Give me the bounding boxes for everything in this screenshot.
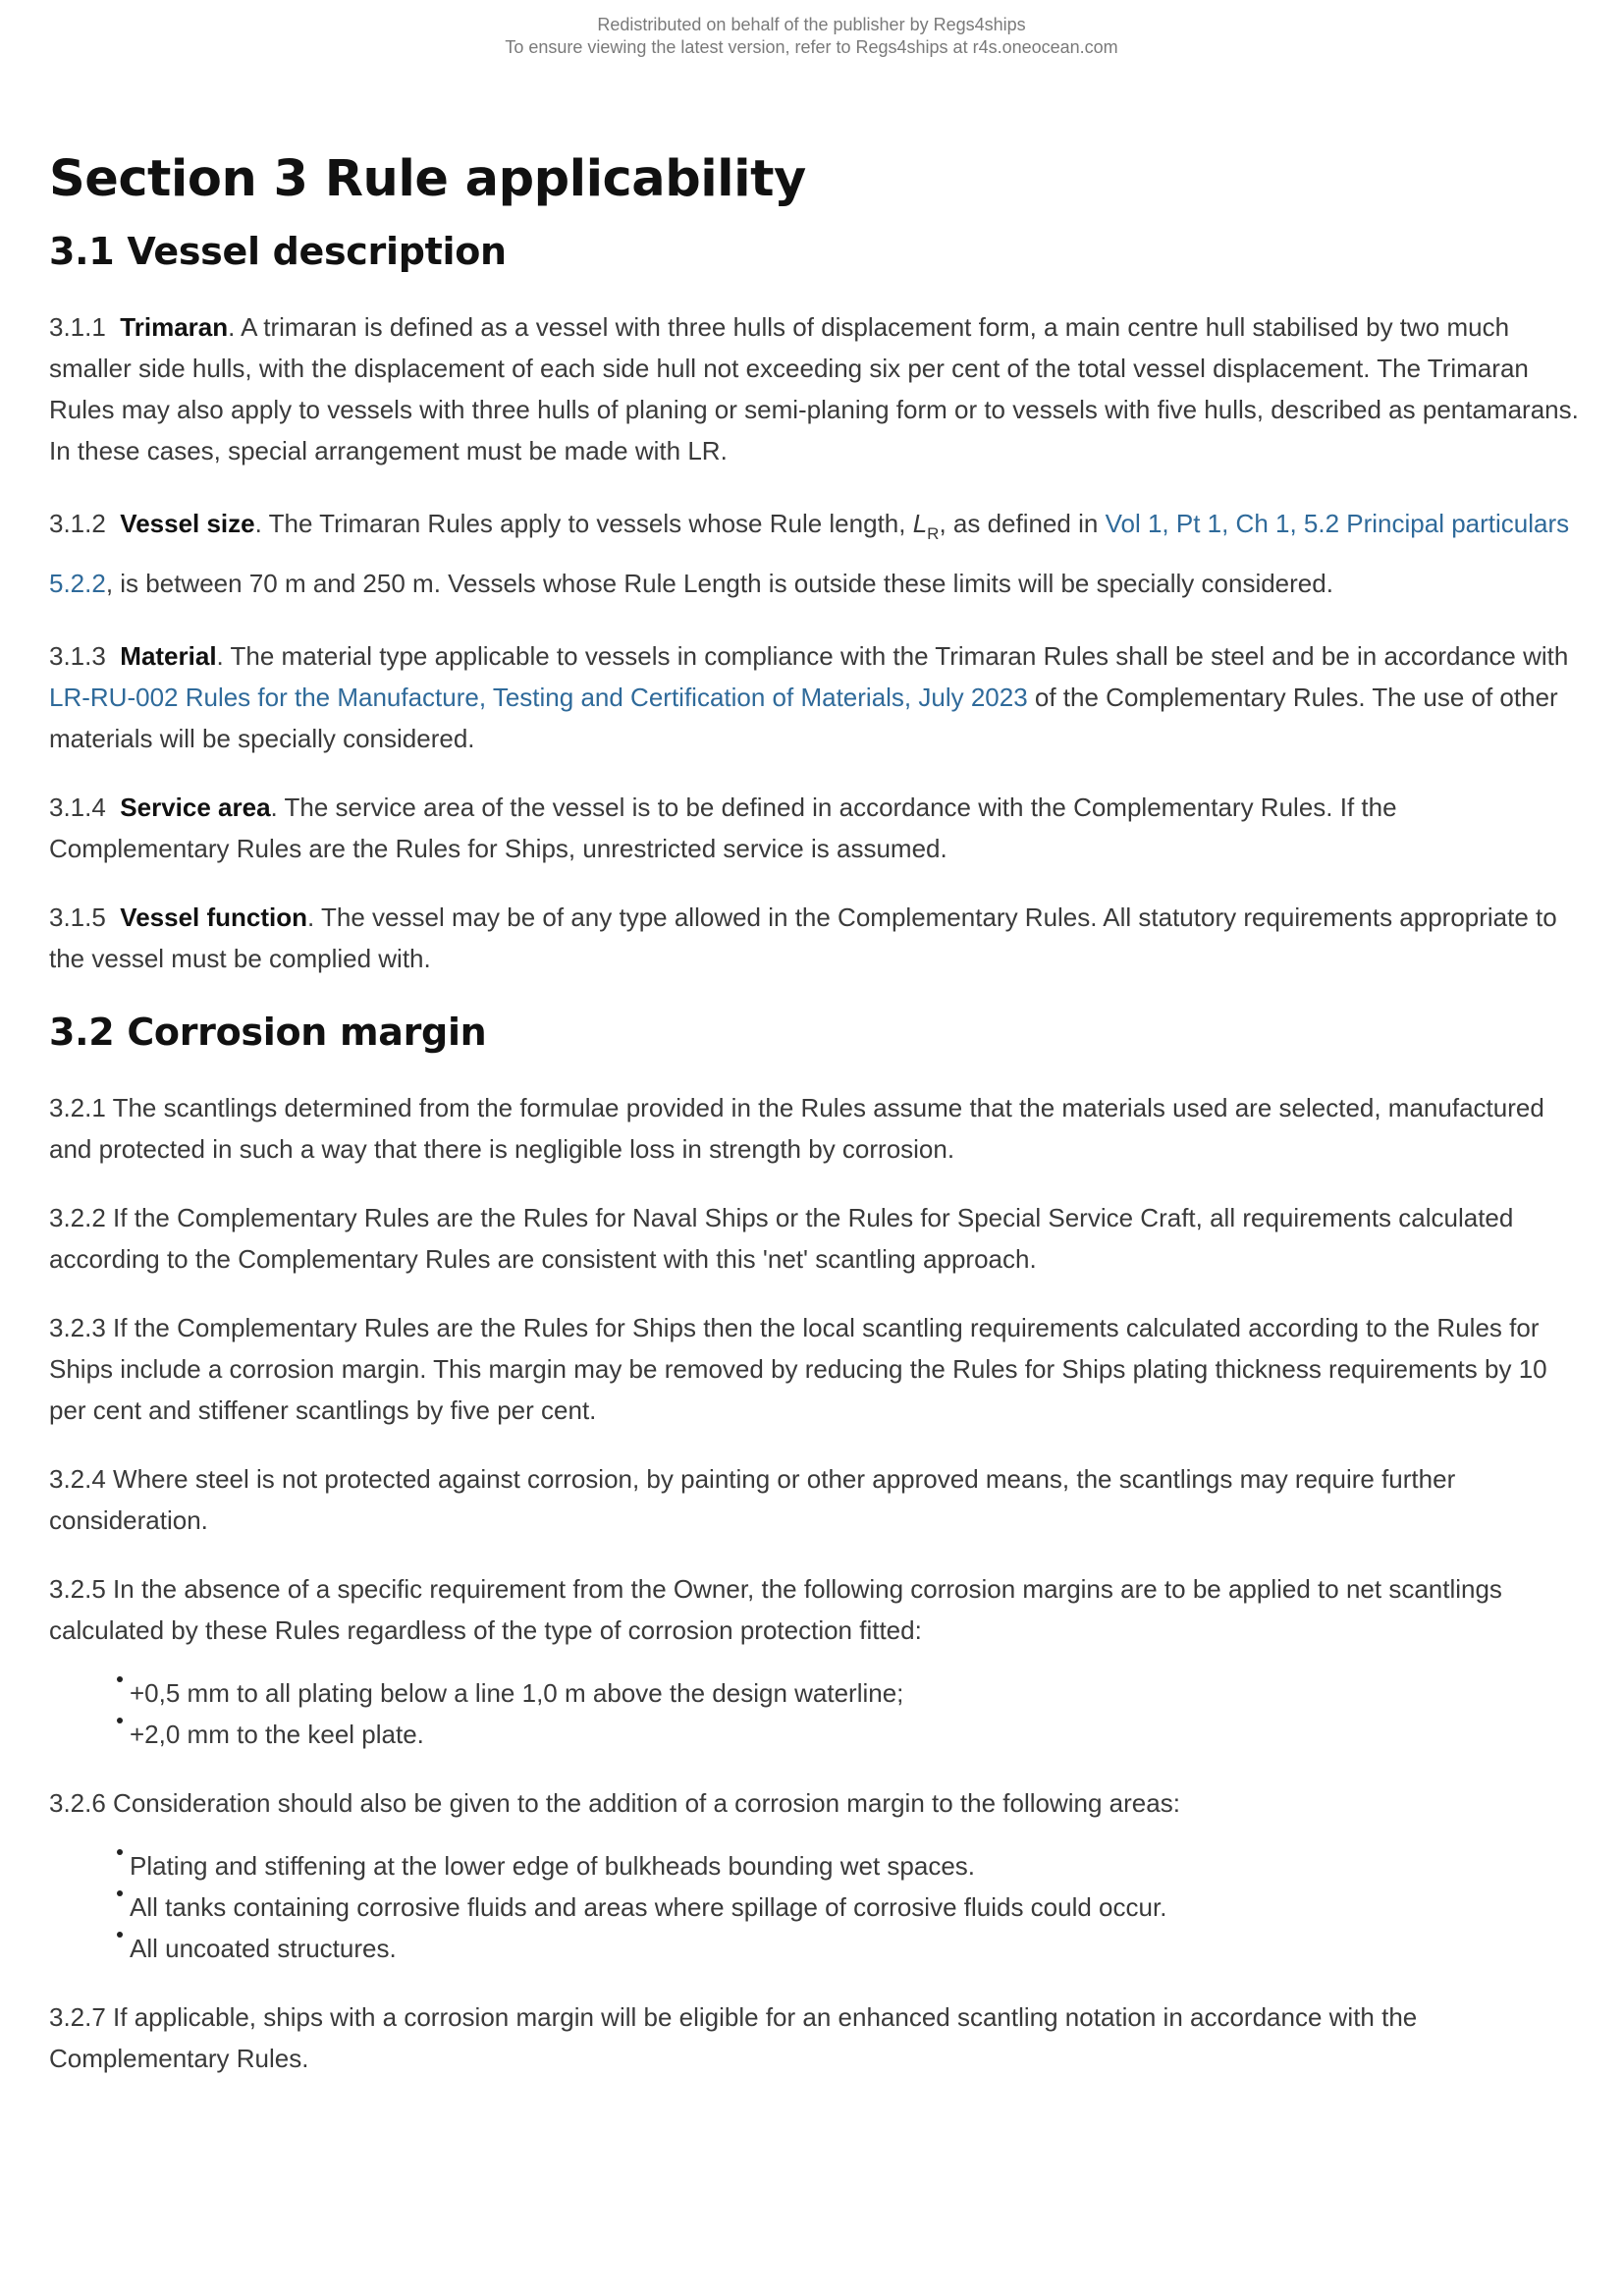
clause-term: Vessel function bbox=[120, 902, 308, 932]
bullet-icon bbox=[117, 1932, 123, 1938]
clause-text: of the Complementary Rules. The use of other materials will be specially considered. bbox=[49, 683, 1558, 753]
clause-text: , is between 70 m and 250 m. Vessels whose Rule Length is outside these limits will be specially considered. bbox=[105, 569, 1333, 598]
clause-term: Material bbox=[120, 641, 217, 671]
list-item: Plating and stiffening at the lower edge of bulkheads bounding wet spaces. bbox=[130, 1845, 1581, 1886]
principal-particulars-link[interactable]: Vol 1, Pt 1, Ch 1, 5.2 Principal particulars 5.2.2 bbox=[49, 509, 1570, 598]
list-item: All uncoated structures. bbox=[130, 1928, 1581, 1969]
rule-length-symbol: L bbox=[912, 509, 928, 538]
clause-3-2-4: 3.2.4 Where steel is not protected against corrosion, by painting or other approved means, the scantlings may require further consideration. bbox=[49, 1464, 1456, 1535]
clause-text: . A trimaran is defined as a vessel with three hulls of displacement form, a main centre hull stabilised by two much smaller side hulls, with the displacement of each side hull not exceeding six per cent of the total vessel displacement. The Trimaran Rules may also apply to vessels with three hulls of planing or semi-planing form or to vessels with five hulls, described as pentamarans. In these cases, special arrangement must be made with LR. bbox=[49, 312, 1579, 465]
clause-number: 3.1.1 bbox=[49, 312, 106, 342]
clause-term: Vessel size bbox=[120, 509, 255, 538]
redistribution-banner bbox=[0, 14, 1623, 59]
list-item: +0,5 mm to all plating below a line 1,0 m above the design waterline; bbox=[130, 1672, 1581, 1714]
banner-line-1: Redistributed on behalf of the publisher by Regs4ships bbox=[597, 15, 1026, 34]
clause-number: 3.1.2 bbox=[49, 509, 106, 538]
clause-3-1-4 bbox=[49, 787, 1581, 869]
rule-length-subscript: R bbox=[927, 524, 940, 543]
heading-3-1: 3.1 Vessel description bbox=[49, 230, 507, 273]
clause-3-1-1 bbox=[49, 306, 1581, 471]
clause-text: . The vessel may be of any type allowed in the Complementary Rules. All statutory requirements appropriate to the vessel must be complied with. bbox=[49, 902, 1557, 973]
bullet-icon bbox=[117, 1676, 123, 1682]
clause-3-2-1: 3.2.1 The scantlings determined from the formulae provided in the Rules assume that the materials used are selected, manufactured and protected in such a way that there is negligible loss in strength by corrosion. bbox=[49, 1093, 1544, 1164]
clause-text: . The Trimaran Rules apply to vessels whose Rule length, bbox=[254, 509, 913, 538]
bullet-icon bbox=[117, 1718, 123, 1723]
list-item: All tanks containing corrosive fluids and areas where spillage of corrosive fluids could occur. bbox=[130, 1886, 1581, 1928]
clause-3-2-2: 3.2.2 If the Complementary Rules are the Rules for Naval Ships or the Rules for Special Service Craft, all requirements calculated according to the Complementary Rules are consistent with this 'net' scantling approach. bbox=[49, 1203, 1514, 1274]
document-body bbox=[49, 147, 1581, 2106]
clause-term: Service area bbox=[120, 793, 271, 822]
clause-3-1-5 bbox=[49, 897, 1581, 979]
section-title: Section 3 Rule applicability bbox=[49, 150, 806, 208]
additional-areas-list bbox=[49, 1845, 1581, 1969]
clause-3-2-6: 3.2.6 Consideration should also be given to the addition of a corrosion margin to the following areas: bbox=[49, 1788, 1180, 1818]
banner-line-2: To ensure viewing the latest version, refer to Regs4ships at r4s.oneocean.com bbox=[505, 37, 1118, 57]
clause-3-1-2 bbox=[49, 499, 1581, 608]
clause-number: 3.1.3 bbox=[49, 641, 106, 671]
materials-rules-link[interactable]: LR-RU-002 Rules for the Manufacture, Testing and Certification of Materials, July 2023 bbox=[49, 683, 1028, 712]
bullet-icon bbox=[117, 1849, 123, 1855]
list-item: +2,0 mm to the keel plate. bbox=[130, 1714, 1581, 1755]
clause-3-2-3: 3.2.3 If the Complementary Rules are the Rules for Ships then the local scantling requirements calculated according to the Rules for Ships include a corrosion margin. This margin may be removed by reducing the Rules for Ships plating thickness requirements by 10 per cent and stiffener scantlings by five per cent. bbox=[49, 1313, 1547, 1425]
heading-3-2: 3.2 Corrosion margin bbox=[49, 1011, 487, 1054]
bullet-icon bbox=[117, 1890, 123, 1896]
corrosion-margin-list bbox=[49, 1672, 1581, 1755]
clause-term: Trimaran bbox=[120, 312, 229, 342]
clause-text: . The service area of the vessel is to be defined in accordance with the Complementary Rules. If the Complementary Rules are the Rules for Ships, unrestricted service is assumed. bbox=[49, 793, 1397, 863]
clause-text: . The material type applicable to vessels in compliance with the Trimaran Rules shall be steel and be in accordance with bbox=[216, 641, 1569, 671]
clause-number: 3.1.5 bbox=[49, 902, 106, 932]
clause-3-1-3 bbox=[49, 635, 1581, 759]
clause-3-2-5: 3.2.5 In the absence of a specific requirement from the Owner, the following corrosion margins are to be applied to net scantlings calculated by these Rules regardless of the type of corrosion protection fitted: bbox=[49, 1574, 1502, 1645]
clause-3-2-7: 3.2.7 If applicable, ships with a corrosion margin will be eligible for an enhanced scantling notation in accordance with the Complementary Rules. bbox=[49, 2002, 1418, 2073]
clause-number: 3.1.4 bbox=[49, 793, 106, 822]
clause-text: , as defined in bbox=[939, 509, 1106, 538]
